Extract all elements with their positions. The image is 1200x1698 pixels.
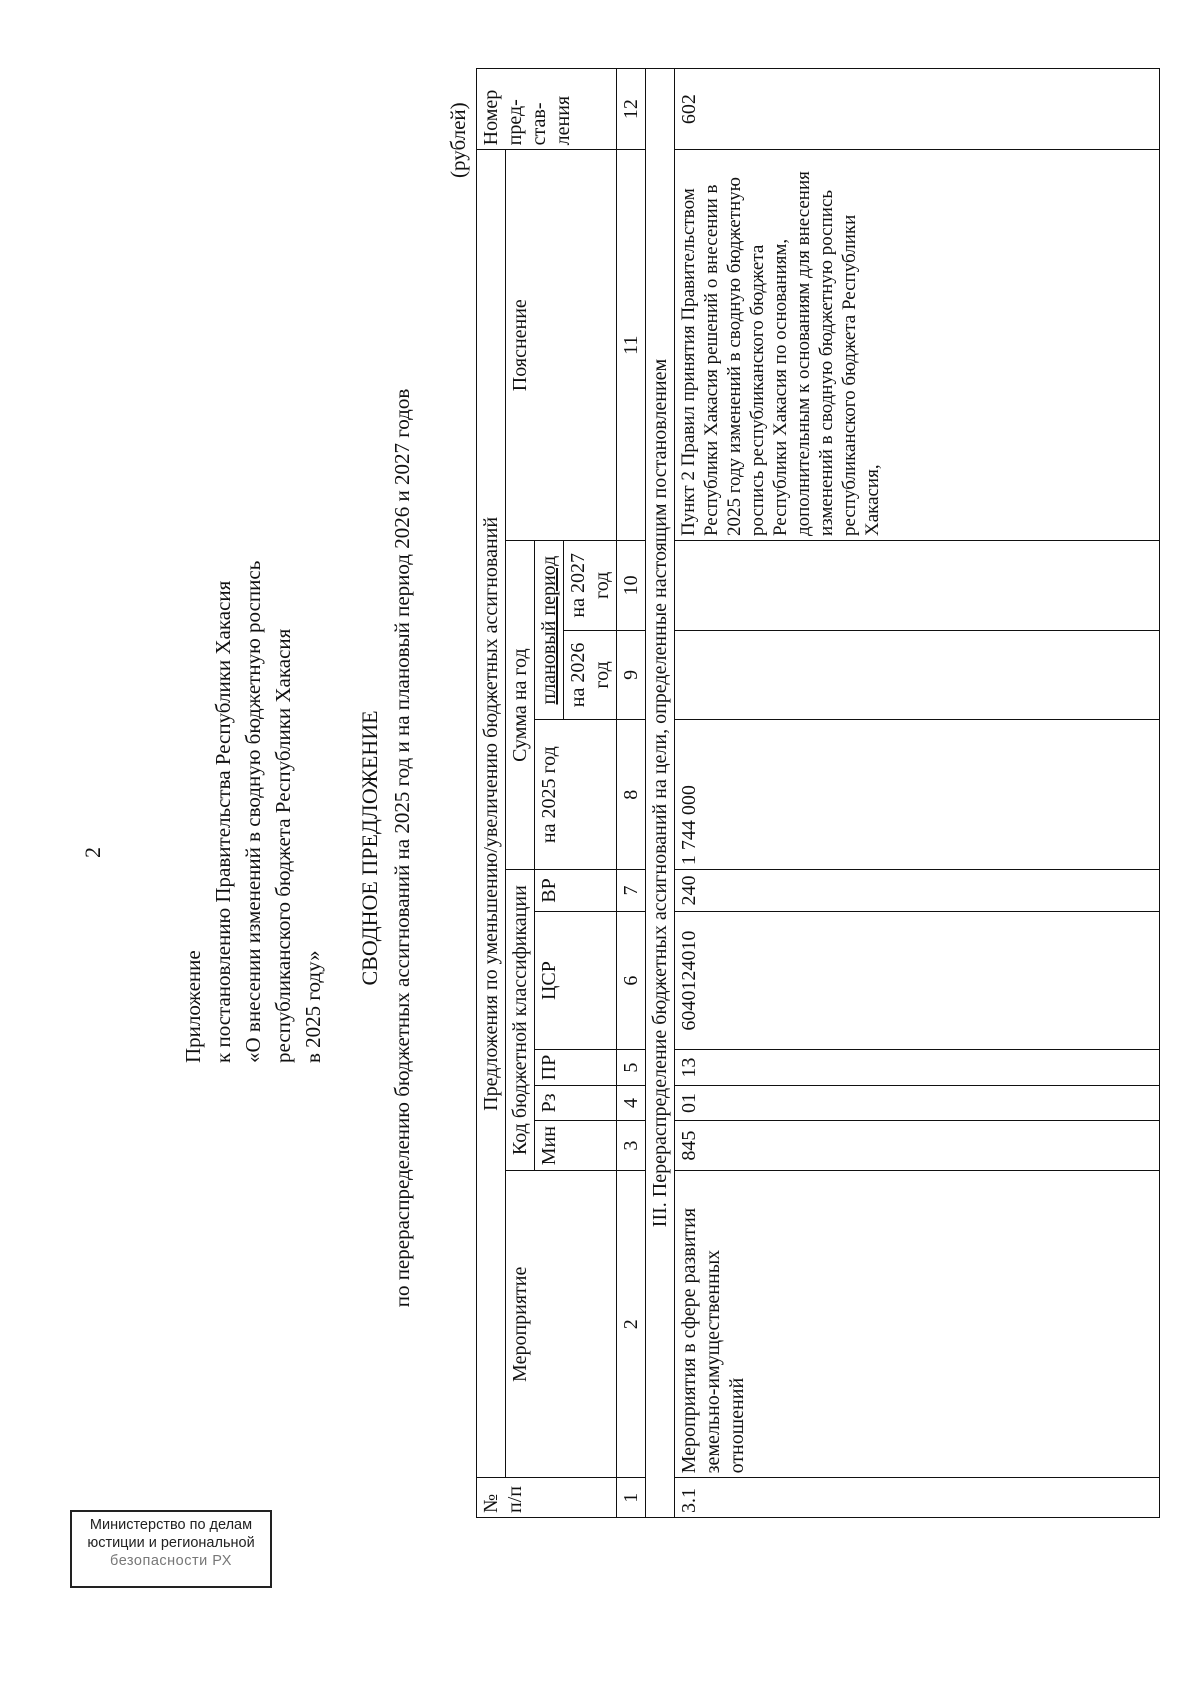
header-code-group: Код бюджетной классификации: [506, 870, 535, 1171]
row-y2026: [675, 630, 1160, 720]
row-explanation: Пункт 2 Правил принятия Правительством Республики Хакасия решений о внесении в 2025 году изменений в сводную бюджетную роспись республиканского бюджета Республики Хакасия по основаниям, дополнительным к основаниям для внесения изменений в сводную бюджетную роспись республиканского бюджета Республики Хакасия,: [675, 150, 1160, 541]
header-explanation: Пояснение: [506, 150, 617, 541]
section-row: [646, 69, 675, 1518]
document-title: СВОДНОЕ ПРЕДЛОЖЕНИЕ: [357, 710, 382, 986]
header-y2025: на 2025 год: [535, 720, 617, 870]
column-number: 8: [617, 720, 646, 870]
header-rz: Рз: [535, 1085, 617, 1120]
stamp-line: безопасности РХ: [110, 1553, 232, 1569]
column-number: 4: [617, 1085, 646, 1120]
row-y2027: [675, 541, 1160, 631]
header-num: № п/п: [477, 1478, 617, 1518]
appendix-line: «О внесении изменений в сводную бюджетную роспись: [241, 560, 265, 1063]
stamp-line: юстиции и региональной: [87, 1535, 255, 1551]
section-title: III. Перераспределение бюджетных ассигнований на цели, определенные настоящим постановлением: [646, 69, 675, 1518]
row-y2025: 1 744 000: [675, 720, 1160, 870]
appendix-line: к постановлению Правительства Республики Хакасия: [211, 580, 235, 1063]
header-csr: ЦСР: [535, 911, 617, 1050]
proposal-table: [476, 68, 1160, 1518]
appendix-line: в 2025 году»: [301, 950, 325, 1063]
column-number: 1: [617, 1478, 646, 1518]
row-csr: 6040124010: [675, 911, 1160, 1050]
row-pr: 13: [675, 1050, 1160, 1085]
header-group: Предложения по уменьшению/увеличению бюджетных ассигнований: [477, 150, 506, 1478]
row-num: 3.1: [675, 1478, 1160, 1518]
column-number: 7: [617, 870, 646, 912]
currency-note: (рублей): [446, 102, 470, 178]
header-y2026: на 2026 год: [564, 630, 617, 720]
column-number: 3: [617, 1121, 646, 1171]
appendix-line: Приложение: [181, 950, 205, 1063]
header-plan-period: плановый период: [535, 541, 564, 720]
column-number-row: [617, 69, 646, 1518]
column-number: 9: [617, 630, 646, 720]
ministry-stamp: [70, 1510, 272, 1588]
column-number: 10: [617, 541, 646, 631]
header-y2027: на 2027 год: [564, 541, 617, 631]
column-number: 5: [617, 1050, 646, 1085]
appendix-line: республиканского бюджета Республики Хакасия: [271, 628, 295, 1063]
header-event: Мероприятие: [506, 1171, 617, 1478]
appendix-header: [178, 63, 328, 1063]
header-rep-number: Номер пред-став-ления: [477, 69, 617, 150]
column-number: 12: [617, 69, 646, 150]
header-min: Мин: [535, 1121, 617, 1171]
row-min: 845: [675, 1121, 1160, 1171]
column-number: 11: [617, 150, 646, 541]
column-number: 2: [617, 1171, 646, 1478]
row-vr: 240: [675, 870, 1160, 912]
row-rep-number: 602: [675, 69, 1160, 150]
stamp-line: Министерство по делам: [89, 1517, 253, 1533]
row-event: Мероприятия в сфере развития земельно-имущественных отношений: [675, 1171, 1160, 1478]
header-vr: ВР: [535, 870, 617, 912]
page-number: 2: [80, 847, 105, 858]
header-pr: ПР: [535, 1050, 617, 1085]
column-number: 6: [617, 911, 646, 1050]
row-rz: 01: [675, 1085, 1160, 1120]
table-row: [675, 69, 1160, 1518]
document-subtitle: по перераспределению бюджетных ассигнований на 2025 год и на плановый период 2026 и 2027 годов: [390, 388, 414, 1308]
header-sum-group: Сумма на год: [506, 541, 535, 870]
